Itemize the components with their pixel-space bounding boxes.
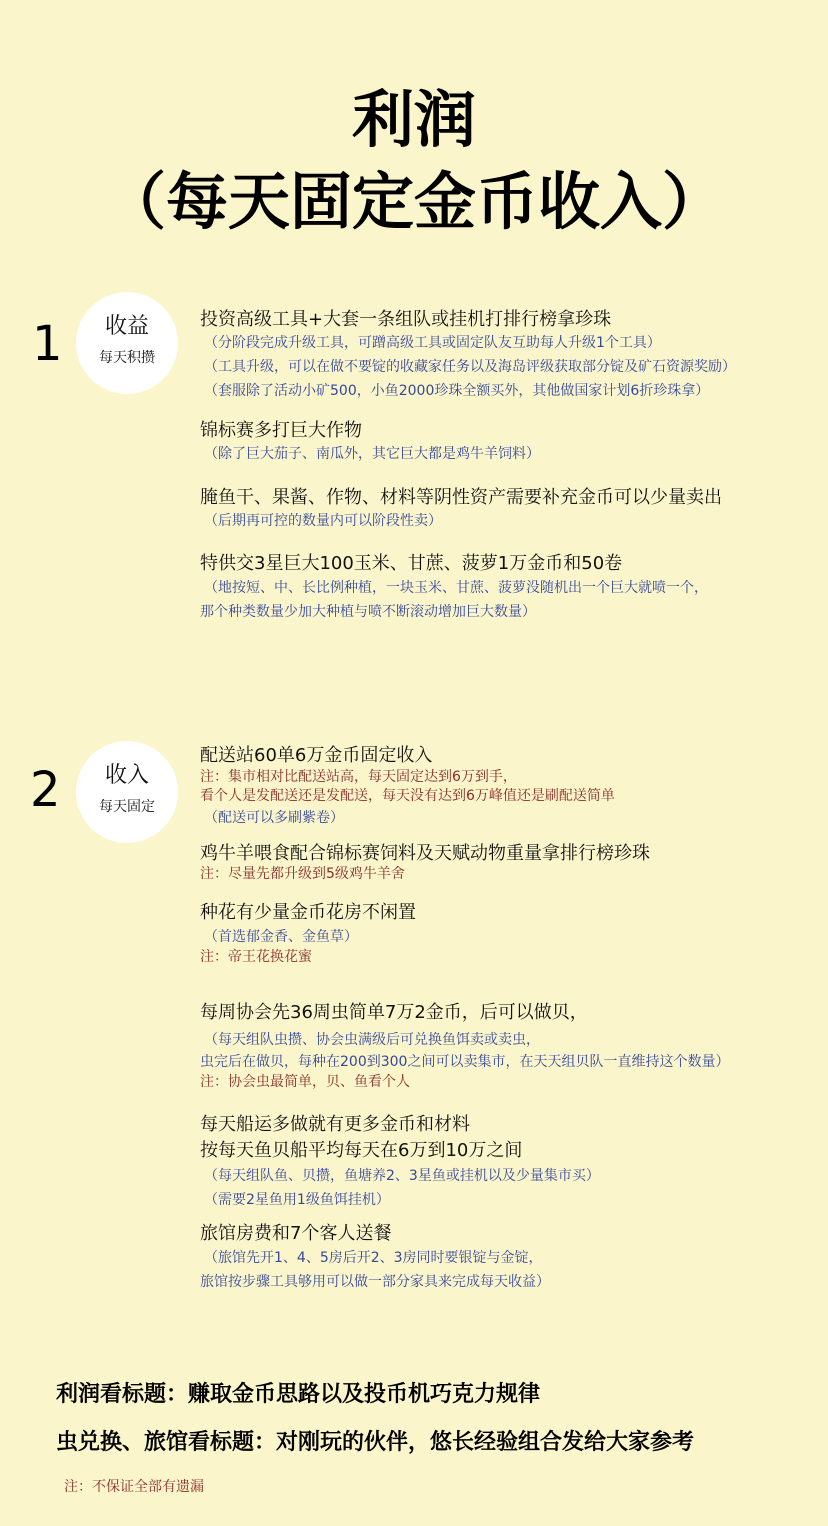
s2-note: 注：帝王花换花蜜 [200, 949, 312, 965]
section-1-badge-title: 收益 [104, 314, 149, 339]
page-title: 利润 [351, 83, 476, 156]
s2-heading-hotel: 旅馆房费和7个客人送餐 [200, 1223, 392, 1244]
s1-heading-tools: 投资高级工具+大套一条组队或挂机打排行榜拿珍珠 [200, 309, 612, 330]
s2-note: 注：集市相对比配送站高，每天固定达到6万到手， [200, 769, 517, 785]
footer-disclaimer: 注：不保证全部有遗漏 [64, 1479, 204, 1495]
s1-note: （地按短、中、长比例种植，一块玉米、甘蔗、菠萝没随机出一个巨大就喷一个， [204, 580, 708, 596]
section-2-badge [76, 741, 178, 843]
s2-heading-flowers: 种花有少量金币花房不闲置 [200, 902, 416, 923]
s1-heading-assets: 腌鱼干、果酱、作物、材料等阴性资产需要补充金币可以少量卖出 [200, 487, 722, 508]
s1-note: （除了巨大茄子、南瓜外，其它巨大都是鸡牛羊饲料） [204, 446, 540, 462]
section-2-badge-title: 收入 [104, 763, 149, 788]
s1-note: （后期再可控的数量内可以阶段性卖） [204, 513, 442, 529]
s2-note: 注：尽量先都升级到5级鸡牛羊舍 [200, 866, 405, 882]
s2-heading-delivery: 配送站60单6万金币固定收入 [200, 745, 433, 766]
section-1-badge [76, 292, 178, 394]
s2-note: （旅馆先开1、4、5房后开2、3房同时要银锭与金锭， [204, 1250, 543, 1266]
page-subtitle: （每天固定金币收入） [103, 165, 724, 238]
s1-heading-special-supply: 特供交3星巨大100玉米、甘蔗、菠萝1万金币和50卷 [200, 553, 623, 574]
s2-note: （每天组队虫攒、协会虫满级后可兑换鱼饵卖或卖虫， [204, 1032, 540, 1048]
s1-note: （工具升级，可以在做不要锭的收藏家任务以及海岛评级获取部分锭及矿石资源奖励） [204, 359, 736, 375]
section-2-number: 2 [30, 762, 61, 818]
section-2-badge-subtitle: 每天固定 [99, 799, 155, 815]
s2-note: 旅馆按步骤工具够用可以做一部分家具来完成每天收益） [200, 1274, 550, 1290]
s2-heading-shipping-average: 按每天鱼贝船平均每天在6万到10万之间 [200, 1140, 523, 1161]
s1-note: （套服除了活动小矿500，小鱼2000珍珠全额买外，其他做国家计划6折珍珠拿） [204, 383, 710, 399]
s2-heading-shipping: 每天船运多做就有更多金币和材料 [200, 1114, 470, 1135]
s1-note: 那个种类数量少加大种植与喷不断滚动增加巨大数量） [200, 604, 536, 620]
s2-heading-association: 每周协会先36周虫简单7万2金币，后可以做贝， [200, 1002, 588, 1023]
s2-note: 看个人是发配送还是发配送，每天没有达到6万峰值还是刷配送简单 [200, 788, 615, 804]
s2-note: （需要2星鱼用1级鱼饵挂机） [204, 1192, 390, 1208]
footer-line-1: 利润看标题：赚取金币思路以及投币机巧克力规律 [56, 1382, 541, 1407]
s1-heading-giant-crops: 锦标赛多打巨大作物 [200, 420, 362, 441]
s2-heading-feeding: 鸡牛羊喂食配合锦标赛饲料及天赋动物重量拿排行榜珍珠 [200, 843, 650, 864]
s2-note: （首选郁金香、金鱼草） [204, 929, 358, 945]
s2-note: 虫完后在做贝，每种在200到300之间可以卖集市，在天天组贝队一直维持这个数量） [200, 1054, 730, 1070]
s2-note: （每天组队鱼、贝攒，鱼塘养2、3星鱼或挂机以及少量集市买） [204, 1168, 600, 1184]
section-1-number: 1 [32, 316, 63, 372]
s2-note: （配送可以多刷紫卷） [204, 810, 344, 826]
s1-note: （分阶段完成升级工具，可蹭高级工具或固定队友互助每人升级1个工具） [204, 335, 661, 351]
section-1-badge-subtitle: 每天积攒 [99, 350, 155, 366]
s2-note: 注：协会虫最简单，贝、鱼看个人 [200, 1074, 410, 1090]
footer-line-2: 虫兑换、旅馆看标题：对刚玩的伙伴，悠长经验组合发给大家参考 [56, 1430, 695, 1455]
